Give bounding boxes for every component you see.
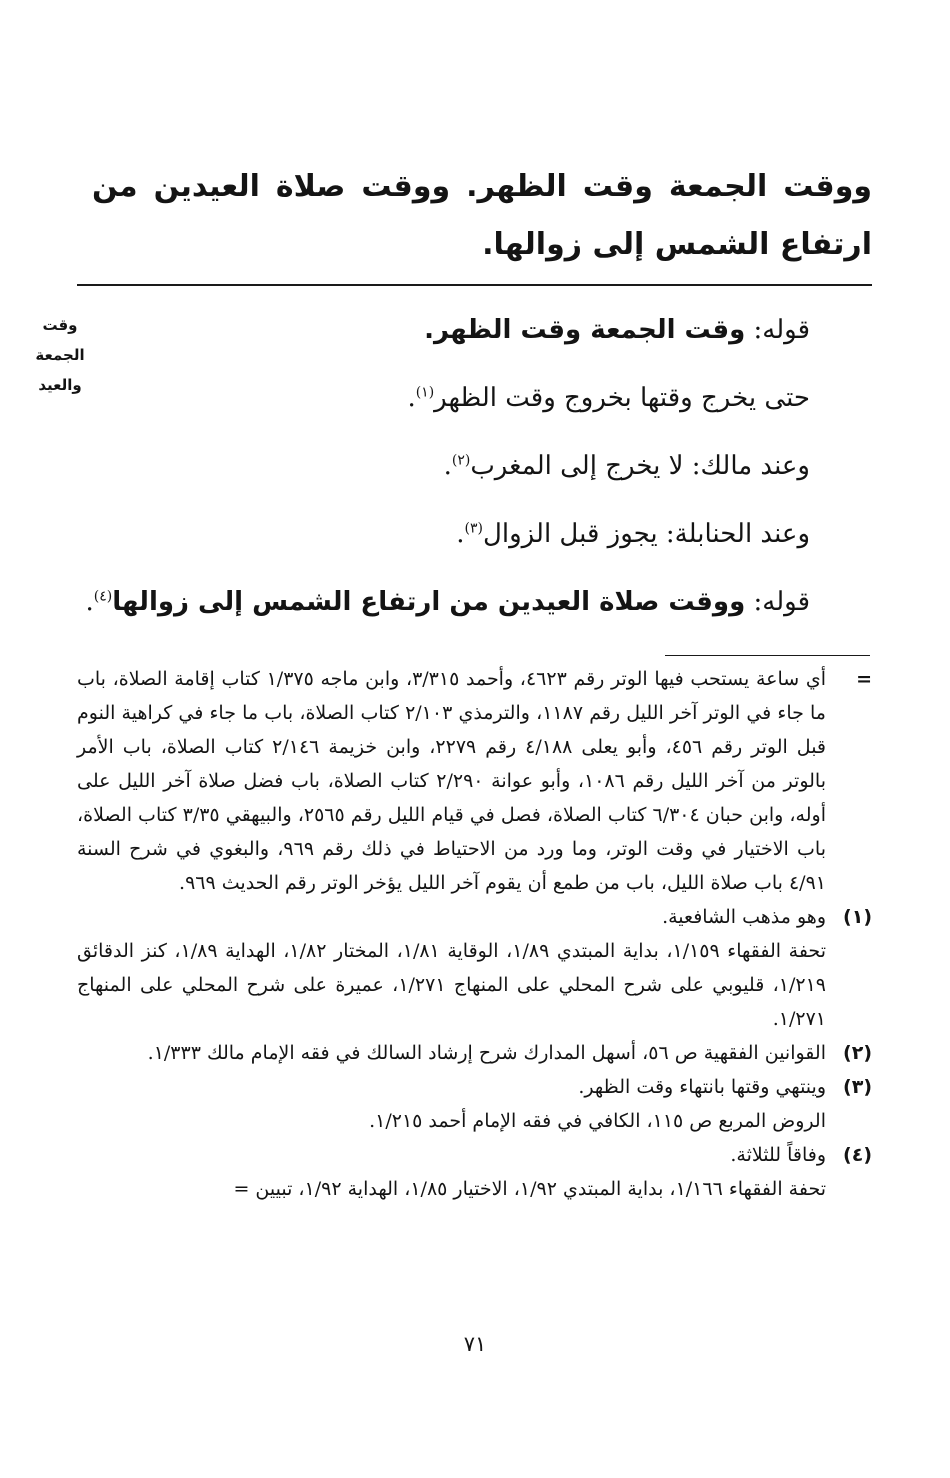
commentary-line: [130, 440, 810, 508]
commentary-quote: وقت الجمعة وقت الظهر.: [424, 315, 746, 345]
footnote-3-sources: الروض المربع ص ١١٥، الكافي في فقه الإمام أحمد ١/٢١٥.: [369, 1110, 826, 1132]
footnote-2: [77, 1036, 872, 1070]
footnote-text: تحفة الفقهاء ١/١٦٦، بداية المبتدي ١/٩٢، الاختيار ١/٨٥، الهداية ١/٩٢، تبيين: [255, 1178, 826, 1200]
footnote-text: القوانين الفقهية ص ٥٦، أسهل المدارك شرح إرشاد السالك في فقه الإمام مالك ١/٣٣٣.: [147, 1042, 826, 1064]
footnote-ref: (٤): [93, 588, 113, 605]
margin-heading-line: الجمعة: [35, 346, 85, 364]
commentary-quote: ووقت صلاة العيدين من ارتفاع الشمس إلى زوالها: [112, 587, 746, 617]
footnote-divider: [665, 655, 870, 656]
footnotes: [77, 662, 872, 1206]
section-divider: [77, 284, 872, 286]
footnote-1-sources: تحفة الفقهاء ١/١٥٩، بداية المبتدي ١/٨٩، الوقاية ١/٨١، المختار ١/٨٢، الهداية ١/٨٩، كنز الدقائق ١/٢١٩، قليوبي على شرح المحلي على المنهاج ١/٢٧١، عميرة على شرح المحلي على المنهاج ١/٢٧١.: [77, 940, 827, 1030]
footnote-number: (٣): [843, 1076, 872, 1098]
footnote-1: [77, 900, 872, 934]
margin-heading: [28, 310, 92, 400]
footnote-ref: (١): [415, 384, 435, 401]
footnote-number: (١): [843, 906, 872, 928]
footnote-3: [77, 1070, 872, 1104]
commentary-line: [130, 304, 810, 372]
footnote-text: أي ساعة يستحب فيها الوتر رقم ٤٦٢٣، وأحمد ٣/٣١٥، وابن ماجه ١/٣٧٥ كتاب إقامة الصلاة، باب ما جاء في الوتر آخر الليل رقم ١١٨٧، والترمذي ٢/١٠٣ كتاب الصلاة، باب ما جاء في كراهية النوم قبل الوتر رقم ٤٥٦، وأبو يعلى ٤/١٨٨ رقم ٢٢٧٩، وابن خزيمة ٢/١٤٦ كتاب الصلاة، باب الأمر بالوتر من آخر الليل رقم ١٠٨٦، وأبو عوانة ٢/٢٩٠ كتاب الصلاة، باب فضل صلاة آخر الليل على أوله، وابن حبان ٦/٣٠٤ كتاب الصلاة، فصل في قيام الليل رقم ٢٥٦٥، والبيهقي ٣/٣٥ كتاب الصلاة، باب الاختيار في وقت الوتر، وما ورد من الاحتياط في ذلك رقم ٩٦٩، والبغوي في شرح السنة ٤/٩١ باب صلاة الليل، باب من طمع أن يقوم آخر الليل يؤخر الوتر رقم الحديث ٩٦٩.: [77, 668, 827, 894]
commentary-end: .: [85, 587, 94, 617]
footnote-continued: [77, 662, 872, 900]
commentary-line: [85, 576, 810, 644]
commentary-lead: قوله:: [745, 315, 810, 345]
footnote-4: [77, 1138, 872, 1172]
commentary-lead: قوله:: [745, 587, 810, 617]
main-text: ووقت الجمعة وقت الظهر. ووقت صلاة العيدين من ارتفاع الشمس إلى زوالها.: [92, 169, 872, 262]
commentary-line: [130, 508, 810, 576]
page-number: ٧١: [463, 1332, 487, 1356]
footnote-text: وفاقاً للثلاثة.: [730, 1144, 826, 1166]
commentary-text: وعند مالك: لا يخرج إلى المغرب: [470, 451, 810, 481]
commentary-text: وعند الحنابلة: يجوز قبل الزوال: [483, 519, 810, 549]
commentary: [85, 304, 810, 644]
continuation-marker: =: [856, 668, 872, 690]
footnote-text: وهو مذهب الشافعية.: [662, 906, 826, 928]
footnote-4-sources: [77, 1172, 872, 1206]
commentary-text: حتى يخرج وقتها بخروج وقت الظهر: [434, 383, 810, 413]
commentary-line: [130, 372, 810, 440]
margin-heading-line: وقت: [42, 316, 78, 334]
footnote-number: (٤): [843, 1144, 872, 1166]
commentary-end: .: [456, 519, 465, 549]
footnote-ref: (٣): [464, 520, 483, 537]
margin-heading-line: والعيد: [38, 376, 82, 394]
commentary-end: .: [407, 383, 416, 413]
commentary-end: .: [443, 451, 452, 481]
continuation-marker: =: [233, 1178, 250, 1200]
footnote-number: (٢): [843, 1042, 872, 1064]
footnote-text: وينتهي وقتها بانتهاء وقت الظهر.: [578, 1076, 826, 1098]
footnote-ref: (٢): [451, 452, 471, 469]
